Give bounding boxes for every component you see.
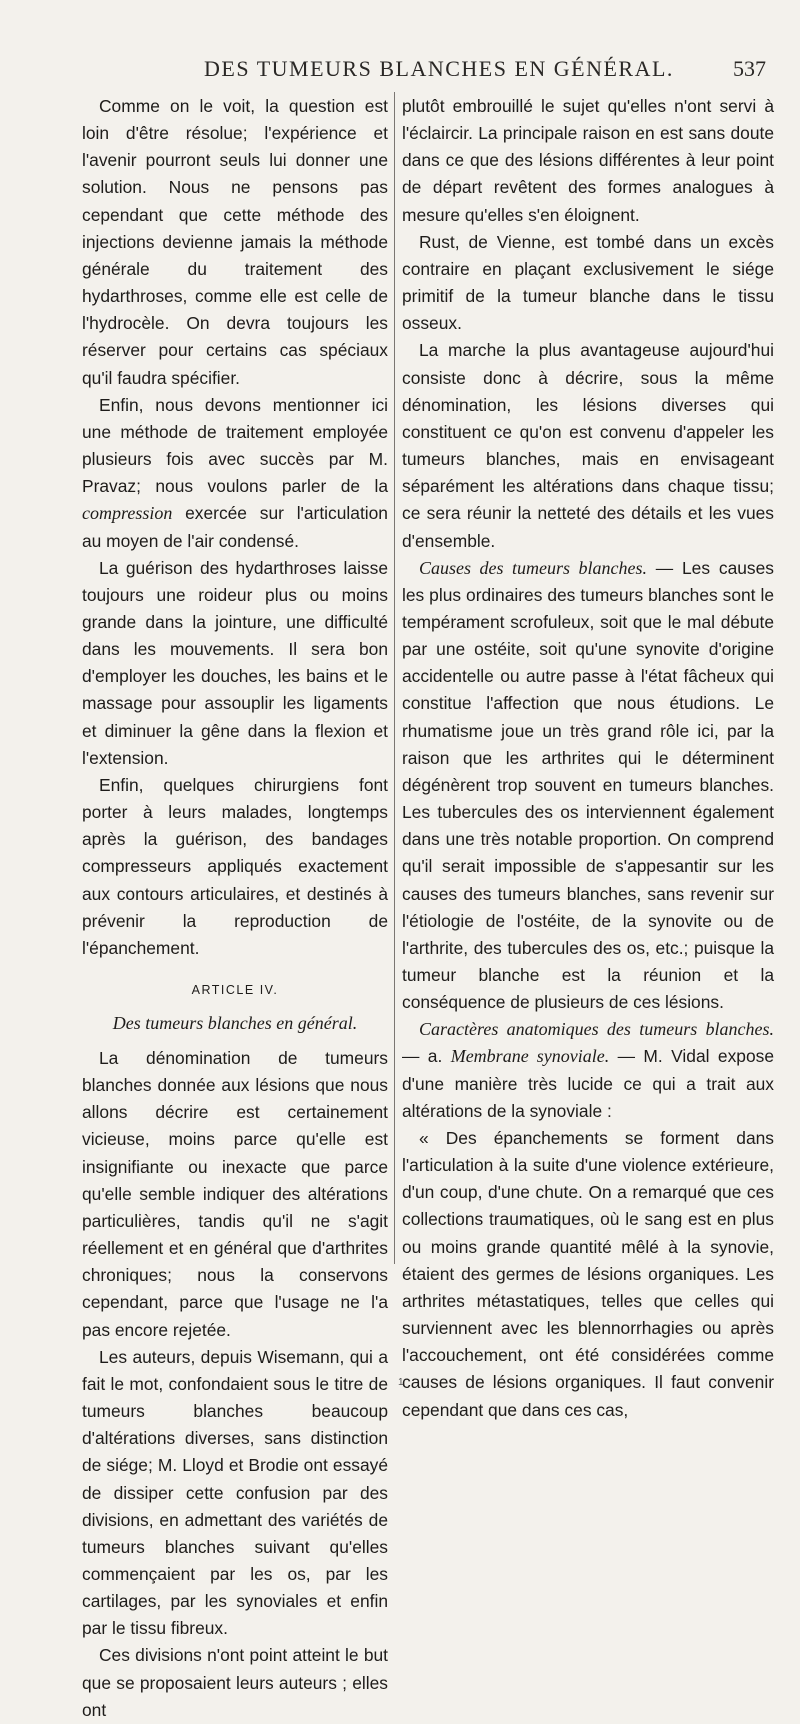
paragraph: Comme on le voit, la question est loin d'être résolue; l'expérience et l'avenir pourront seuls lui donner une solution. Nous ne pensons pas cependant que cette méthode des injections devienne jamais la méthode générale du traitement des hydarthroses, comme elle est celle de l'hydrocèle. On devra toujours les réserver pour certains cas spéciaux qu'il faudra spécifier. [82,96,388,388]
section-heading: Caractères anatomiques des tumeurs blanches. [419,1019,774,1040]
paragraph: Rust, de Vienne, est tombé dans un excès contraire en plaçant exclusivement le siége primitif de la tumeur blanche dans le tissu osseux. [402,231,774,334]
paragraph: La dénomination de tumeurs blanches donnée aux lésions que nous allons décrire est certainement vicieuse, moins parce qu'elle est insignifiante ou inexacte que parce qu'elle semble indiquer des altérations particulières, tandis qu'il ne s'agit réellement et en général que d'arthrites chroniques; nous la conservons cependant, parce que l'usage ne l'a pas encore rejetée. [82,1048,388,1340]
column-divider [394,92,395,1264]
paragraph [82,392,388,555]
right-column [402,93,774,1424]
paragraph-text: — a. [402,1046,443,1067]
paragraph: « Des épanchements se forment dans l'articulation à la suite d'une violence extérieure, d'un coup, d'une chute. On a remarqué que ces collections traumatiques, où le sang est en plus ou moins grande quantité mêlé à la synovie, étaient des germes de lésions organiques. Les arthrites métastatiques, telles que celles qui surviennent avec les blennorrhagies ou après l'accouchement, ont été considérées comme causes de lésions organiques. Il faut convenir cependant que dans ces cas, [402,1127,774,1420]
paragraph: Les auteurs, depuis Wisemann, qui a fait le mot, confondaient sous le titre de tumeurs blanches beaucoup d'altérations diverses, sans distinction de siége; M. Lloyd et Brodie ont essayé de dissiper cette confusion par des divisions, en admettant des variétés de tumeurs blanches suivant qu'elles commençaient par les os, par les cartilages, par les synoviales et enfin par le tissu fibreux. [82,1346,388,1639]
running-title: DES TUMEURS BLANCHES EN GÉNÉRAL. [204,56,674,81]
paragraph-text: — M. Vidal expose d'une manière très lucide ce qui a trait aux altérations de la synoviale : [402,1046,774,1121]
paragraph: La marche la plus avantageuse aujourd'hui consiste donc à décrire, sous la même dénomination, les lésions diverses qui constituent ce qu'on est convenu d'appeler les tumeurs blanches, mais en envisageant séparément les altérations dans chaque tissu; ce sera réunir la netteté des détails et les vues d'ensemble. [402,340,774,551]
article-title: Des tumeurs blanches en général. [112,1013,358,1033]
paragraph-text: — Les causes les plus ordinaires des tumeurs blanches sont le tempérament scrofuleux, soit que le mal débute par une ostéite, soit qu'une synovite d'origine accidentelle ou autre passe à l'état fâcheux qui constitue l'affection que nous étudions. Le rhumatisme joue un très grand rôle ici, par la raison que les arthrites qui le déterminent dégénèrent trop souvent en tumeurs blanches. Les tubercules des os interviennent également dans une très notable proportion. On comprend qu'il serait impossible de s'appesantir sur les causes des tumeurs blanches, sans revenir sur l'étiologie de l'ostéite, de la synovite ou de l'arthrite, des tubercules des os, etc.; puisque la tumeur blanche est la réunion et la conséquence de plusieurs de ces lésions. [402,557,774,1013]
paragraph-text: Enfin, nous devons mentionner ici une méthode de traitement employée plusieurs fois avec succès par M. Pravaz; nous voulons parler de la [82,394,388,497]
paragraph-text: exercée sur l'articulation au moyen de l'air condensé. [82,503,388,551]
emphasis: compression [82,503,173,524]
article-label: ARTICLE IV. [191,983,279,997]
page-number: 537 [733,56,766,81]
paragraph: Ces divisions n'ont point atteint le but que se proposaient leurs auteurs ; elles ont [82,1645,388,1720]
paragraph [402,555,774,1017]
subsection-heading: Membrane synoviale. [450,1046,610,1067]
running-head [112,56,766,86]
footer-mark: 1 [398,1377,404,1388]
paragraph: plutôt embrouillé le sujet qu'elles n'ont servi à l'éclaircir. La principale raison en est sans doute dans ce que des lésions différentes à leur point de départ revêtent des formes analogues à mesure qu'elles s'en éloignent. [402,96,774,225]
paragraph [402,1016,774,1125]
section-heading: Causes des tumeurs blanches. [419,557,647,578]
left-column [82,93,388,1724]
paragraph: Enfin, quelques chirurgiens font porter à leurs malades, longtemps après la guérison, des bandages compresseurs appliqués exactement aux contours articulaires, et destinés à prévenir la reproduction de l'épanchement. [82,774,388,958]
paragraph: La guérison des hydarthroses laisse toujours une roideur plus ou moins grande dans la jointure, une difficulté dans les mouvements. Il sera bon d'employer les douches, les bains et le massage pour assouplir les ligaments et diminuer la gêne dans la flexion et l'extension. [82,557,388,768]
